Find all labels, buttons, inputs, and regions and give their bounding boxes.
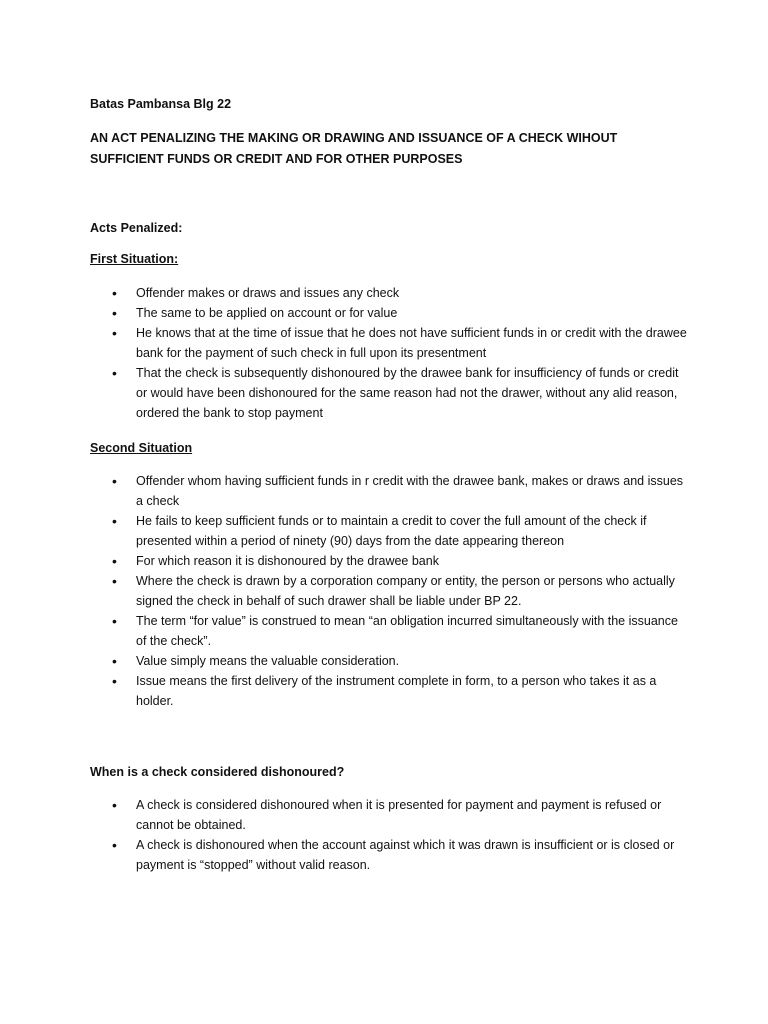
list-item: • A check is dishonoured when the account against which it was drawn is insufficient or is closed or payment is “stopped” without valid reason.: [90, 835, 690, 875]
list-item: • For which reason it is dishonoured by the drawee bank: [90, 551, 690, 571]
list-item: • Offender makes or draws and issues any check: [90, 283, 690, 303]
second-situation-list: [90, 471, 690, 711]
second-situation-heading: Second Situation: [90, 441, 193, 455]
list-item: • That the check is subsequently dishonoured by the drawee bank for insufficiency of funds or credit or would have been dishonoured for the same reason had not the drawer, without any alid reason, ordered the bank to stop payment: [90, 363, 690, 423]
list-item: • A check is considered dishonoured when it is presented for payment and payment is refused or cannot be obtained.: [90, 795, 690, 835]
document-title-line-2: SUFFICIENT FUNDS OR CREDIT AND FOR OTHER PURPOSES: [90, 152, 463, 166]
list-item: • Value simply means the valuable consideration.: [90, 651, 690, 671]
list-item: • The same to be applied on account or for value: [90, 303, 690, 323]
list-item: • He knows that at the time of issue that he does not have sufficient funds in or credit with the drawee bank for the payment of such check in full upon its presentment: [90, 323, 690, 363]
dishonoured-heading: When is a check considered dishonoured?: [90, 765, 345, 779]
list-item: • Where the check is drawn by a corporation company or entity, the person or persons who actually signed the check in behalf of such drawer shall be liable under BP 22.: [90, 571, 690, 611]
document-heading: Batas Pambansa Blg 22: [90, 97, 232, 111]
first-situation-heading: First Situation:: [90, 252, 179, 266]
document-title-line-1: AN ACT PENALIZING THE MAKING OR DRAWING AND ISSUANCE OF A CHECK WIHOUT: [90, 131, 618, 145]
dishonoured-list: [90, 795, 690, 875]
list-item: • Issue means the first delivery of the instrument complete in form, to a person who takes it as a holder.: [90, 671, 690, 711]
first-situation-list: [90, 283, 690, 423]
list-item: • He fails to keep sufficient funds or to maintain a credit to cover the full amount of the check if presented within a period of ninety (90) days from the date appearing thereon: [90, 511, 690, 551]
acts-penalized-heading: Acts Penalized:: [90, 221, 183, 235]
list-item: • Offender whom having sufficient funds in r credit with the drawee bank, makes or draws and issues a check: [90, 471, 690, 511]
list-item: • The term “for value” is construed to mean “an obligation incurred simultaneously with the issuance of the check”.: [90, 611, 690, 651]
